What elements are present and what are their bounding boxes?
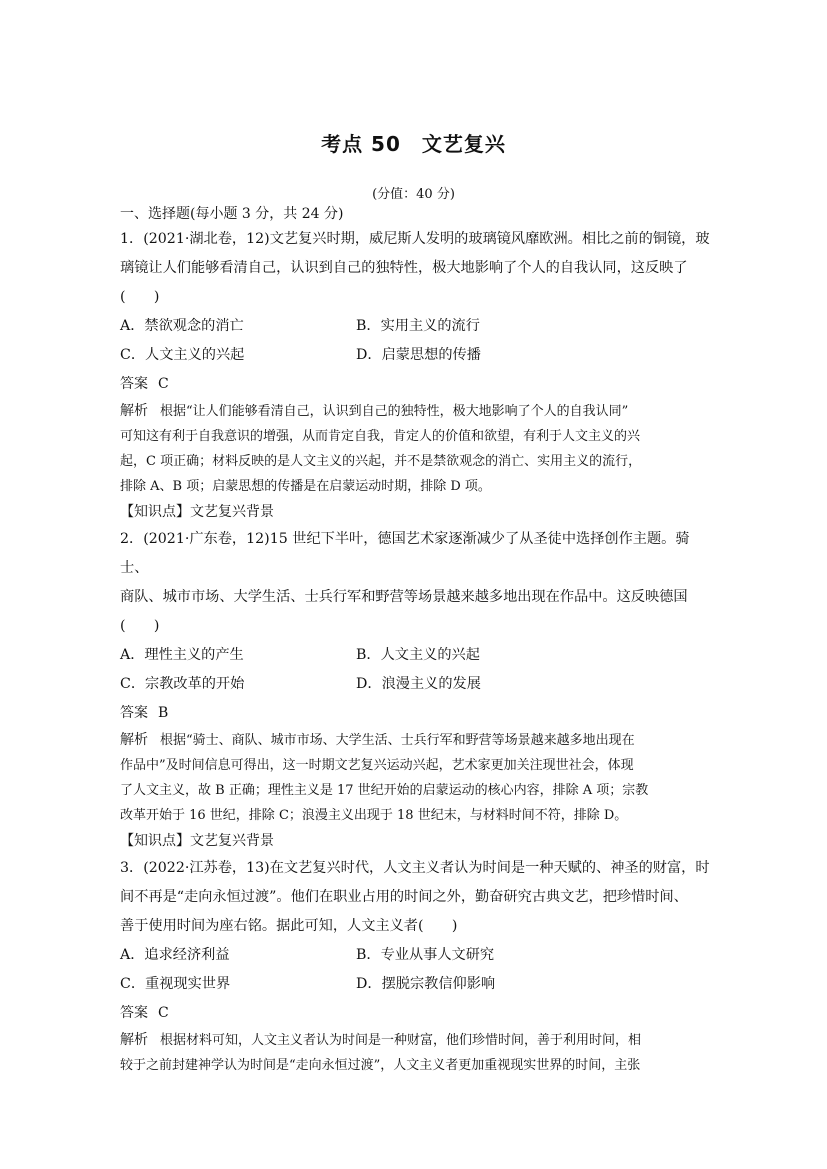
option-d: D．启蒙思想的传播 <box>356 347 481 363</box>
answer-line <box>120 999 710 1028</box>
question-1 <box>120 225 710 525</box>
explain-line: 起，C 项正确；材料反映的是人文主义的兴起，并不是禁欲观念的消亡、实用主义的流行， <box>120 454 642 469</box>
section-heading: 一、选择题(每小题 3 分，共 24 分) <box>120 206 344 222</box>
score-note: (分值：40 分) <box>372 187 455 202</box>
question-2 <box>120 525 710 854</box>
option-d: D．摆脱宗教信仰影响 <box>356 976 496 992</box>
answer-label: 答案 <box>120 705 148 721</box>
question-3 <box>120 854 710 1078</box>
question-stem-line: 1．(2021·湖北卷，12)文艺复兴时期，威尼斯人发明的玻璃镜风靡欧洲。相比之前的铜镜，玻 <box>120 231 710 247</box>
options-row <box>120 312 710 341</box>
answer-label: 答案 <box>120 376 148 392</box>
options-row <box>120 670 710 699</box>
explanation <box>120 728 710 828</box>
knowledge-point <box>120 828 710 854</box>
question-stem-line: 3．(2022·江苏卷，13)在文艺复兴时代，人文主义者认为时间是一种天赋的、神圣的财富，时 <box>120 860 710 876</box>
question-stem-line: 间不再是“走向永恒过渡”。他们在职业占用的时间之外，勤奋研究古典文艺，把珍惜时间、 <box>120 889 688 905</box>
question-stem-line: 善于使用时间为座右铭。据此可知，人文主义者( ) <box>120 918 458 934</box>
kp-label: 【知识点】 <box>120 504 190 520</box>
explain-line: 排除 A、B 项；启蒙思想的传播是在启蒙运动时期，排除 D 项。 <box>120 479 491 494</box>
question-stem-line: ( ) <box>120 618 160 634</box>
option-c: C．重视现实世界 <box>120 976 231 992</box>
explain-line: 根据“让人们能够看清自己，认识到自己的独特性，极大地影响了个人的自我认同” <box>160 404 629 419</box>
options-row <box>120 641 710 670</box>
option-b: B．实用主义的流行 <box>356 318 480 334</box>
explanation <box>120 1028 710 1078</box>
explanation <box>120 399 710 499</box>
options-row <box>120 341 710 370</box>
question-stem-line: 璃镜让人们能够看清自己，认识到自己的独特性，极大地影响了个人的自我认同，这反映了 <box>120 260 688 276</box>
answer-value: B <box>158 705 169 721</box>
explain-line: 根据“骑士、商队、城市市场、大学生活、士兵行军和野营等场景越来越多地出现在 <box>160 733 635 748</box>
knowledge-point <box>120 499 710 525</box>
explain-line: 改革开始于 16 世纪，排除 C；浪漫主义出现于 18 世纪末，与材料时间不符，排除 D。 <box>120 808 628 823</box>
option-b: B．专业从事人文研究 <box>356 947 495 963</box>
explain-line: 较于之前封建神学认为时间是“走向永恒过渡”，人文主义者更加重视现实世界的时间，主张 <box>120 1058 641 1073</box>
explain-label: 解析 <box>120 403 148 419</box>
answer-value: C <box>158 1005 169 1021</box>
content <box>120 203 710 1078</box>
option-c: C．宗教改革的开始 <box>120 676 245 692</box>
explain-line: 根据材料可知，人文主义者认为时间是一种财富，他们珍惜时间，善于利用时间，相 <box>160 1033 642 1048</box>
option-a: A．理性主义的产生 <box>120 647 244 663</box>
options-row <box>120 970 710 999</box>
explain-line: 作品中”及时间信息可得出，这一时期文艺复兴运动兴起，艺术家更加关注现世社会，体现 <box>120 758 634 773</box>
option-a: A．禁欲观念的消亡 <box>120 318 244 334</box>
explain-line: 了人文主义，故 B 正确；理性主义是 17 世纪开始的启蒙运动的核心内容，排除 A 项；宗教 <box>120 783 649 798</box>
explain-label: 解析 <box>120 732 148 748</box>
question-stem-line: 2．(2021·广东卷，12)15 世纪下半叶，德国艺术家逐渐减少了从圣徒中选择创作主题。骑士、 <box>120 531 690 576</box>
page-title: 考点 50 文艺复兴 <box>321 132 506 156</box>
option-b: B．人文主义的兴起 <box>356 647 480 663</box>
option-a: A．追求经济利益 <box>120 947 230 963</box>
explain-label: 解析 <box>120 1032 148 1048</box>
option-d: D．浪漫主义的发展 <box>356 676 481 692</box>
option-c: C．人文主义的兴起 <box>120 347 245 363</box>
options-row <box>120 941 710 970</box>
kp-value: 文艺复兴背景 <box>190 833 274 849</box>
kp-label: 【知识点】 <box>120 833 190 849</box>
answer-value: C <box>158 376 169 392</box>
question-stem-line: 商队、城市市场、大学生活、士兵行军和野营等场景越来越多地出现在作品中。这反映德国 <box>120 589 688 605</box>
question-stem-line: ( ) <box>120 289 160 305</box>
answer-line <box>120 370 710 399</box>
answer-line <box>120 699 710 728</box>
explain-line: 可知这有利于自我意识的增强，从而肯定自我，肯定人的价值和欲望，有利于人文主义的兴 <box>120 429 641 444</box>
kp-value: 文艺复兴背景 <box>190 504 274 520</box>
answer-label: 答案 <box>120 1005 148 1021</box>
